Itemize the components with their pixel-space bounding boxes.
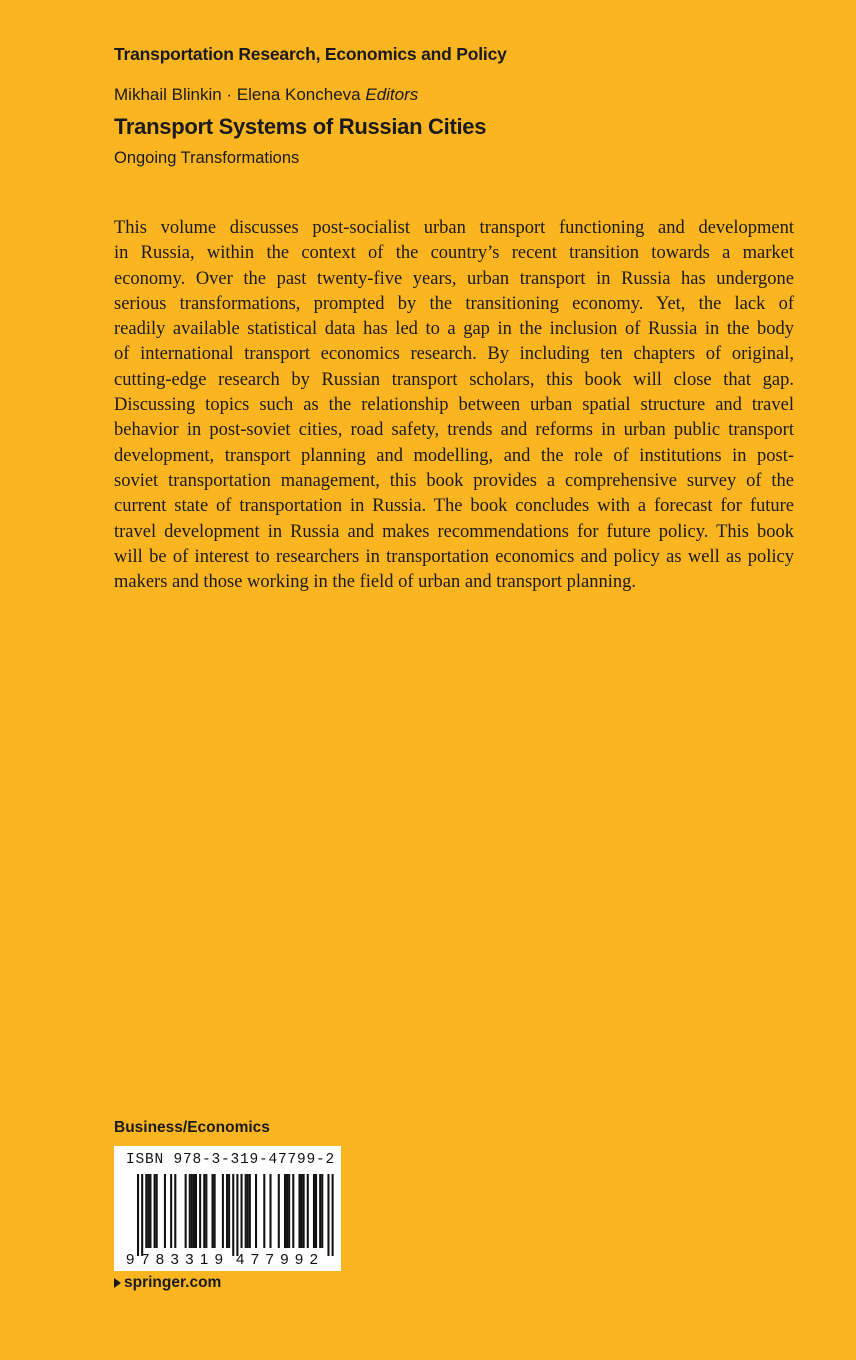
barcode-bar: [284, 1174, 286, 1248]
barcode-bar: [247, 1174, 249, 1248]
barcode-bar: [147, 1174, 149, 1248]
barcode-bar: [292, 1174, 294, 1248]
description-line: will be of interest to researchers in transportation economics and policy as well as policy: [114, 546, 794, 567]
barcode-bar: [288, 1174, 290, 1248]
description-line: This volume discusses post-socialist urban transport functioning and development: [114, 218, 794, 238]
barcode-bar: [141, 1174, 143, 1256]
series-title: Transportation Research, Economics and Policy: [114, 44, 507, 64]
barcode-bar: [164, 1174, 166, 1248]
barcode-bar: [241, 1174, 243, 1248]
barcode-bar: [249, 1174, 251, 1248]
description-line: in Russia, within the context of the country’s recent transition towards a market: [114, 243, 794, 264]
arrow-right-icon: [114, 1278, 121, 1288]
category-label: Business/Economics: [114, 1119, 270, 1136]
barcode-graphic: [114, 1146, 341, 1271]
barcode-right-digits: 477992: [236, 1251, 318, 1268]
barcode-bar: [149, 1174, 151, 1248]
barcode-bar: [137, 1174, 139, 1256]
barcode-bar: [232, 1174, 234, 1256]
barcode-bar: [154, 1174, 156, 1248]
isbn-barcode: [114, 1146, 341, 1271]
description-line: cutting-edge research by Russian transport scholars, this book will close that gap.: [114, 369, 794, 390]
barcode-bar: [212, 1174, 214, 1248]
barcode-bar: [189, 1174, 191, 1248]
description-line: of international transport economics research. By including ten chapters of original,: [114, 344, 794, 365]
book-description: [114, 216, 794, 595]
barcode-lead-digit: 9: [126, 1251, 135, 1268]
barcode-bar: [170, 1174, 172, 1248]
description-line: travel development in Russia and makes recommendations for future policy. This book: [114, 521, 794, 542]
website-url: springer.com: [124, 1274, 222, 1291]
barcode-bar: [193, 1174, 195, 1248]
description-line: serious transformations, prompted by the transitioning economy. Yet, the lack of: [114, 293, 794, 314]
book-subtitle: Ongoing Transformations: [114, 149, 300, 167]
barcode-bar: [228, 1174, 230, 1248]
editor-names: Mikhail Blinkin · Elena Koncheva: [114, 85, 361, 104]
barcode-bar: [195, 1174, 197, 1248]
barcode-bar: [214, 1174, 216, 1248]
barcode-bar: [205, 1174, 207, 1248]
barcode-bar: [301, 1174, 303, 1248]
barcode-bar: [313, 1174, 315, 1248]
barcode-bar: [236, 1174, 238, 1256]
barcode-bar: [222, 1174, 224, 1248]
barcode-bar: [203, 1174, 205, 1248]
barcode-bar: [185, 1174, 187, 1248]
barcode-bar: [255, 1174, 257, 1248]
barcode-bar: [269, 1174, 271, 1248]
barcode-bar: [319, 1174, 321, 1248]
barcode-left-digits: 783319: [141, 1251, 223, 1268]
website-link[interactable]: [114, 1274, 221, 1292]
barcode-bar: [315, 1174, 317, 1248]
barcode-bar: [278, 1174, 280, 1248]
description-line: economy. Over the past twenty-five years, urban transport in Russia has undergone: [114, 268, 794, 289]
barcode-bar: [226, 1174, 228, 1248]
barcode-bar: [191, 1174, 193, 1248]
barcode-bar: [327, 1174, 329, 1256]
barcode-bar: [174, 1174, 176, 1248]
barcode-bar: [145, 1174, 147, 1248]
barcode-bar: [332, 1174, 334, 1256]
barcode-bar: [286, 1174, 288, 1248]
description-line: development, transport planning and modelling, and the role of institutions in post-: [114, 445, 794, 466]
isbn-label: ISBN 978-3-319-47799-2: [126, 1152, 336, 1168]
barcode-bar: [321, 1174, 323, 1248]
book-title: Transport Systems of Russian Cities: [114, 114, 487, 139]
barcode-bar: [303, 1174, 305, 1248]
description-line: readily available statistical data has led to a gap in the inclusion of Russia in the body: [114, 319, 794, 340]
description-line: behavior in post-soviet cities, road safety, trends and reforms in urban public transport: [114, 420, 794, 441]
barcode-bar: [156, 1174, 158, 1248]
barcode-bar: [307, 1174, 309, 1248]
description-line: soviet transportation management, this book provides a comprehensive survey of the: [114, 470, 794, 491]
description-line: current state of transportation in Russia. The book concludes with a forecast for future: [114, 496, 794, 517]
description-line: makers and those working in the field of urban and transport planning.: [114, 572, 636, 593]
barcode-bar: [263, 1174, 265, 1248]
barcode-bar: [298, 1174, 300, 1248]
description-line: Discussing topics such as the relationship between urban spatial structure and travel: [114, 395, 794, 416]
editors-line: [114, 85, 418, 105]
barcode-bar: [245, 1174, 247, 1248]
editors-role: Editors: [365, 85, 419, 104]
barcode-bar: [199, 1174, 201, 1248]
